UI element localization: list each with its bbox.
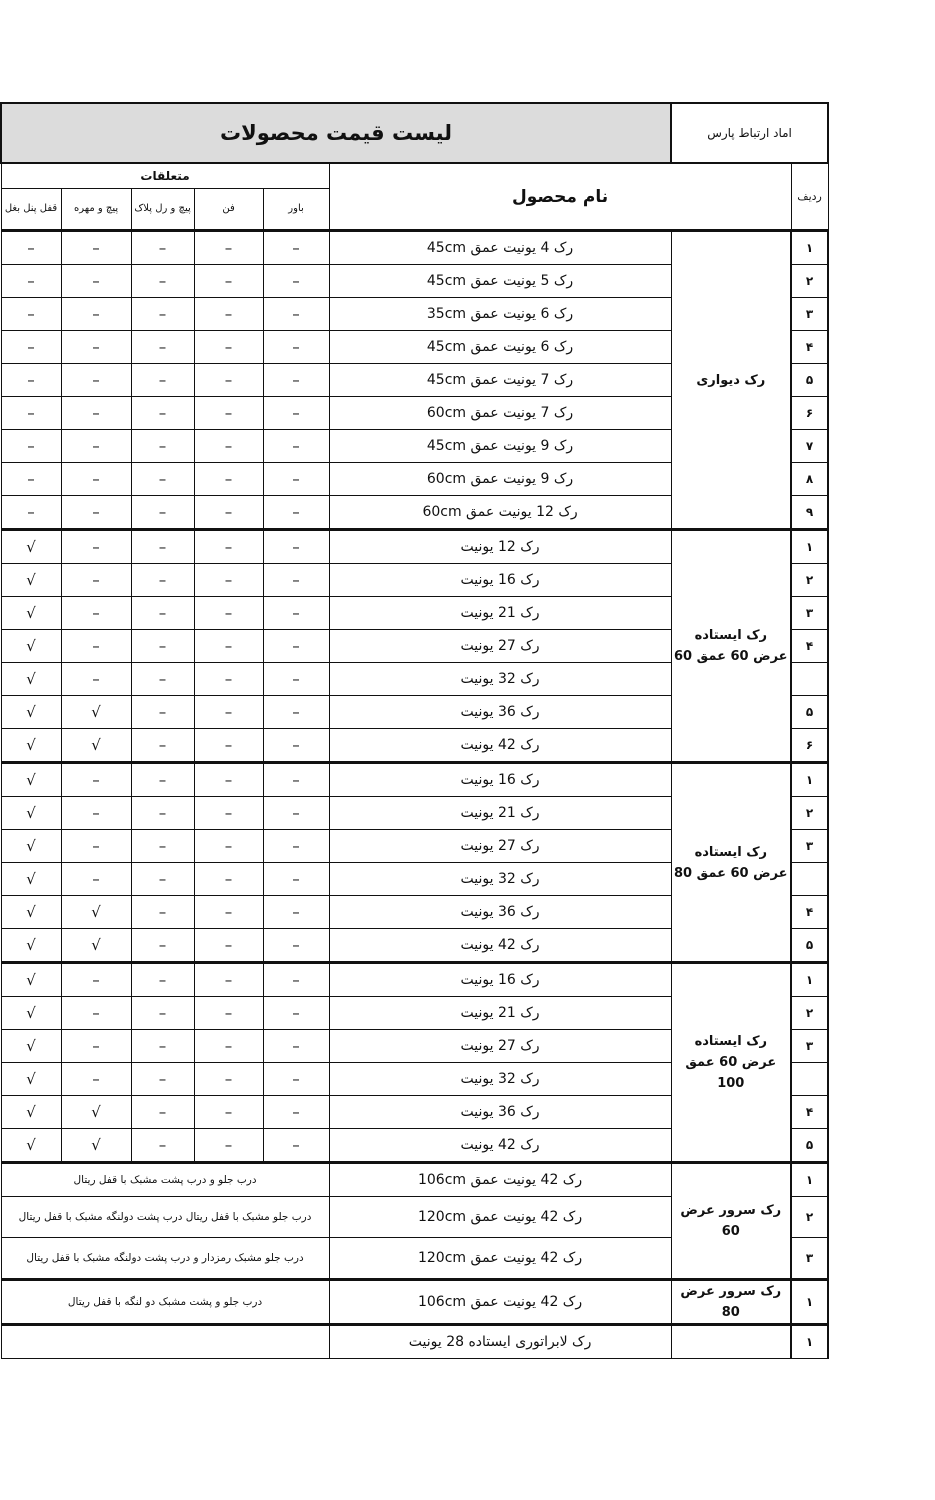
category-label bbox=[671, 763, 791, 963]
fan-dash-icon: – bbox=[194, 364, 263, 397]
product-name: رک 7 یونیت عمق 45cm bbox=[329, 364, 671, 397]
fan-dash-icon: – bbox=[194, 530, 263, 564]
price-table bbox=[0, 102, 829, 1359]
side-panel-lock-check-icon: √ bbox=[1, 1030, 61, 1063]
rail-screw-dash-icon: – bbox=[131, 830, 194, 863]
rail-screw-dash-icon: – bbox=[131, 696, 194, 729]
product-name: رک 6 یونیت عمق 35cm bbox=[329, 298, 671, 331]
product-name: رک 42 یونیت bbox=[329, 729, 671, 763]
fan-dash-icon: – bbox=[194, 729, 263, 763]
category-label-line: رک ایستاده bbox=[694, 628, 767, 643]
power-dash-icon: – bbox=[263, 797, 329, 830]
door-description bbox=[1, 1325, 329, 1359]
side-panel-lock-dash-icon: – bbox=[1, 298, 61, 331]
category-label-line: عرض 60 عمق 60 bbox=[674, 649, 788, 664]
fan-dash-icon: – bbox=[194, 463, 263, 496]
nut-bolt-dash-icon: – bbox=[61, 1030, 131, 1063]
category-label: رک سرور عرض 60 bbox=[671, 1163, 791, 1280]
side-panel-lock-check-icon: √ bbox=[1, 663, 61, 696]
rail-screw-dash-icon: – bbox=[131, 463, 194, 496]
nut-bolt-dash-icon: – bbox=[61, 463, 131, 496]
column-header-product-name: نام محصول bbox=[329, 163, 791, 231]
column-header-radif: ردیف bbox=[791, 163, 828, 231]
table-row bbox=[1, 231, 828, 265]
rail-screw-dash-icon: – bbox=[131, 729, 194, 763]
row-number: ۲ bbox=[791, 265, 828, 298]
power-dash-icon: – bbox=[263, 231, 329, 265]
product-name: رک 21 یونیت bbox=[329, 797, 671, 830]
product-name: رک 12 یونیت bbox=[329, 530, 671, 564]
row-number: ۳ bbox=[791, 298, 828, 331]
side-panel-lock-dash-icon: – bbox=[1, 496, 61, 530]
power-dash-icon: – bbox=[263, 331, 329, 364]
power-dash-icon: – bbox=[263, 663, 329, 696]
row-number: ۱ bbox=[791, 763, 828, 797]
fan-dash-icon: – bbox=[194, 830, 263, 863]
column-header-accessories: متعلقات bbox=[1, 163, 329, 189]
door-description: درب جلو و درب پشت مشبک با قفل ریتال bbox=[1, 1163, 329, 1197]
column-header-nut-bolt: پیچ و مهره bbox=[61, 189, 131, 231]
column-header-rail-screw: پیچ و رل پلاک bbox=[131, 189, 194, 231]
product-name: رک 42 یونیت bbox=[329, 1129, 671, 1163]
nut-bolt-dash-icon: – bbox=[61, 430, 131, 463]
side-panel-lock-check-icon: √ bbox=[1, 997, 61, 1030]
row-number: ۱ bbox=[791, 231, 828, 265]
side-panel-lock-check-icon: √ bbox=[1, 1063, 61, 1096]
fan-dash-icon: – bbox=[194, 929, 263, 963]
product-name: رک 27 یونیت bbox=[329, 1030, 671, 1063]
fan-dash-icon: – bbox=[194, 696, 263, 729]
row-number: ۷ bbox=[791, 430, 828, 463]
power-dash-icon: – bbox=[263, 265, 329, 298]
power-dash-icon: – bbox=[263, 496, 329, 530]
product-name: رک 36 یونیت bbox=[329, 696, 671, 729]
rail-screw-dash-icon: – bbox=[131, 630, 194, 663]
fan-dash-icon: – bbox=[194, 630, 263, 663]
nut-bolt-check-icon: √ bbox=[61, 1129, 131, 1163]
nut-bolt-dash-icon: – bbox=[61, 564, 131, 597]
row-number: ۲ bbox=[791, 797, 828, 830]
rail-screw-dash-icon: – bbox=[131, 397, 194, 430]
side-panel-lock-check-icon: √ bbox=[1, 896, 61, 929]
side-panel-lock-check-icon: √ bbox=[1, 530, 61, 564]
nut-bolt-dash-icon: – bbox=[61, 231, 131, 265]
power-dash-icon: – bbox=[263, 863, 329, 896]
rail-screw-dash-icon: – bbox=[131, 963, 194, 997]
category-label bbox=[671, 530, 791, 763]
category-label-line: رک ایستاده bbox=[694, 1034, 767, 1049]
product-name: رک 27 یونیت bbox=[329, 630, 671, 663]
row-number: ۴ bbox=[791, 331, 828, 364]
product-name: رک 9 یونیت عمق 60cm bbox=[329, 463, 671, 496]
side-panel-lock-check-icon: √ bbox=[1, 963, 61, 997]
rail-screw-dash-icon: – bbox=[131, 896, 194, 929]
rail-screw-dash-icon: – bbox=[131, 530, 194, 564]
product-name: رک 36 یونیت bbox=[329, 896, 671, 929]
fan-dash-icon: – bbox=[194, 963, 263, 997]
fan-dash-icon: – bbox=[194, 430, 263, 463]
column-header-side-panel-lock: قفل پنل بغل bbox=[1, 189, 61, 231]
fan-dash-icon: – bbox=[194, 1030, 263, 1063]
nut-bolt-dash-icon: – bbox=[61, 830, 131, 863]
table-row bbox=[1, 763, 828, 797]
category-label bbox=[671, 963, 791, 1163]
product-name: رک 5 یونیت عمق 45cm bbox=[329, 265, 671, 298]
product-name: رک 16 یونیت bbox=[329, 963, 671, 997]
row-number: ۱ bbox=[791, 1163, 828, 1197]
power-dash-icon: – bbox=[263, 1129, 329, 1163]
power-dash-icon: – bbox=[263, 364, 329, 397]
fan-dash-icon: – bbox=[194, 896, 263, 929]
power-dash-icon: – bbox=[263, 729, 329, 763]
fan-dash-icon: – bbox=[194, 1129, 263, 1163]
product-name: رک 36 یونیت bbox=[329, 1096, 671, 1129]
rail-screw-dash-icon: – bbox=[131, 430, 194, 463]
side-panel-lock-check-icon: √ bbox=[1, 763, 61, 797]
column-header-power: باور bbox=[263, 189, 329, 231]
power-dash-icon: – bbox=[263, 997, 329, 1030]
category-label-line: عرض 60 عمق 100 bbox=[685, 1055, 777, 1091]
rail-screw-dash-icon: – bbox=[131, 663, 194, 696]
row-number: ۱ bbox=[791, 530, 828, 564]
row-number: ۹ bbox=[791, 496, 828, 530]
nut-bolt-check-icon: √ bbox=[61, 896, 131, 929]
row-number: ۸ bbox=[791, 463, 828, 496]
product-name: رک 42 یونیت عمق 106cm bbox=[329, 1280, 671, 1325]
side-panel-lock-check-icon: √ bbox=[1, 696, 61, 729]
fan-dash-icon: – bbox=[194, 231, 263, 265]
rail-screw-dash-icon: – bbox=[131, 231, 194, 265]
product-name: رک 16 یونیت bbox=[329, 763, 671, 797]
row-number bbox=[791, 663, 828, 696]
nut-bolt-dash-icon: – bbox=[61, 265, 131, 298]
nut-bolt-dash-icon: – bbox=[61, 331, 131, 364]
row-number: ۲ bbox=[791, 564, 828, 597]
table-row bbox=[1, 530, 828, 564]
fan-dash-icon: – bbox=[194, 663, 263, 696]
category-label-line: رک ایستاده bbox=[694, 844, 767, 860]
power-dash-icon: – bbox=[263, 1030, 329, 1063]
rail-screw-dash-icon: – bbox=[131, 863, 194, 896]
product-name: رک 12 یونیت عمق 60cm bbox=[329, 496, 671, 530]
category-label-line: رک دیواری bbox=[696, 372, 766, 388]
fan-dash-icon: – bbox=[194, 265, 263, 298]
table-row bbox=[1, 1163, 828, 1197]
row-number: ۳ bbox=[791, 597, 828, 630]
row-number: ۴ bbox=[791, 630, 828, 663]
product-name: رک 32 یونیت bbox=[329, 663, 671, 696]
product-name: رک 9 یونیت عمق 45cm bbox=[329, 430, 671, 463]
side-panel-lock-dash-icon: – bbox=[1, 331, 61, 364]
nut-bolt-dash-icon: – bbox=[61, 530, 131, 564]
product-name: رک لابراتوری ایستاده 28 یونیت bbox=[329, 1325, 671, 1359]
nut-bolt-dash-icon: – bbox=[61, 663, 131, 696]
nut-bolt-dash-icon: – bbox=[61, 1063, 131, 1096]
door-description: درب جلو و پشت مشبک دو لنگه با قفل ریتال bbox=[1, 1280, 329, 1325]
product-name: رک 42 یونیت عمق 120cm bbox=[329, 1238, 671, 1280]
row-number: ۵ bbox=[791, 1129, 828, 1163]
door-description: درب جلو مشبک رمزدار و درب پشت دولنگه مشبک با قفل ریتال bbox=[1, 1238, 329, 1280]
row-number: ۱ bbox=[791, 1325, 828, 1359]
power-dash-icon: – bbox=[263, 463, 329, 496]
nut-bolt-check-icon: √ bbox=[61, 929, 131, 963]
product-name: رک 21 یونیت bbox=[329, 997, 671, 1030]
rail-screw-dash-icon: – bbox=[131, 364, 194, 397]
row-number: ۳ bbox=[791, 1030, 828, 1063]
rail-screw-dash-icon: – bbox=[131, 1096, 194, 1129]
nut-bolt-dash-icon: – bbox=[61, 496, 131, 530]
fan-dash-icon: – bbox=[194, 564, 263, 597]
power-dash-icon: – bbox=[263, 929, 329, 963]
nut-bolt-dash-icon: – bbox=[61, 397, 131, 430]
rail-screw-dash-icon: – bbox=[131, 331, 194, 364]
rail-screw-dash-icon: – bbox=[131, 997, 194, 1030]
side-panel-lock-dash-icon: – bbox=[1, 265, 61, 298]
side-panel-lock-dash-icon: – bbox=[1, 364, 61, 397]
nut-bolt-dash-icon: – bbox=[61, 597, 131, 630]
nut-bolt-dash-icon: – bbox=[61, 963, 131, 997]
side-panel-lock-check-icon: √ bbox=[1, 630, 61, 663]
power-dash-icon: – bbox=[263, 830, 329, 863]
side-panel-lock-check-icon: √ bbox=[1, 729, 61, 763]
side-panel-lock-check-icon: √ bbox=[1, 797, 61, 830]
table-row bbox=[1, 963, 828, 997]
rail-screw-dash-icon: – bbox=[131, 597, 194, 630]
power-dash-icon: – bbox=[263, 298, 329, 331]
row-number: ۶ bbox=[791, 397, 828, 430]
side-panel-lock-check-icon: √ bbox=[1, 929, 61, 963]
product-name: رک 4 یونیت عمق 45cm bbox=[329, 231, 671, 265]
power-dash-icon: – bbox=[263, 564, 329, 597]
product-name: رک 7 یونیت عمق 60cm bbox=[329, 397, 671, 430]
power-dash-icon: – bbox=[263, 597, 329, 630]
row-number: ۱ bbox=[791, 963, 828, 997]
rail-screw-dash-icon: – bbox=[131, 564, 194, 597]
row-number: ۵ bbox=[791, 364, 828, 397]
rail-screw-dash-icon: – bbox=[131, 929, 194, 963]
fan-dash-icon: – bbox=[194, 797, 263, 830]
product-name: رک 16 یونیت bbox=[329, 564, 671, 597]
side-panel-lock-check-icon: √ bbox=[1, 1096, 61, 1129]
rail-screw-dash-icon: – bbox=[131, 797, 194, 830]
side-panel-lock-dash-icon: – bbox=[1, 231, 61, 265]
product-name: رک 42 یونیت عمق 120cm bbox=[329, 1197, 671, 1238]
price-list-sheet bbox=[0, 102, 827, 1359]
row-number: ۴ bbox=[791, 1096, 828, 1129]
row-number: ۳ bbox=[791, 830, 828, 863]
row-number: ۳ bbox=[791, 1238, 828, 1280]
power-dash-icon: – bbox=[263, 430, 329, 463]
row-number: ۱ bbox=[791, 1280, 828, 1325]
side-panel-lock-check-icon: √ bbox=[1, 564, 61, 597]
category-label bbox=[671, 231, 791, 530]
fan-dash-icon: – bbox=[194, 863, 263, 896]
row-number: ۴ bbox=[791, 896, 828, 929]
product-name: رک 42 یونیت عمق 106cm bbox=[329, 1163, 671, 1197]
rail-screw-dash-icon: – bbox=[131, 1030, 194, 1063]
nut-bolt-dash-icon: – bbox=[61, 797, 131, 830]
product-name: رک 21 یونیت bbox=[329, 597, 671, 630]
row-number: ۲ bbox=[791, 997, 828, 1030]
page-title: لیست قیمت محصولات bbox=[1, 103, 671, 163]
power-dash-icon: – bbox=[263, 630, 329, 663]
side-panel-lock-dash-icon: – bbox=[1, 463, 61, 496]
fan-dash-icon: – bbox=[194, 1096, 263, 1129]
category-label-line: عرض 60 عمق 80 bbox=[674, 865, 788, 881]
side-panel-lock-dash-icon: – bbox=[1, 430, 61, 463]
rail-screw-dash-icon: – bbox=[131, 1129, 194, 1163]
nut-bolt-check-icon: √ bbox=[61, 729, 131, 763]
side-panel-lock-check-icon: √ bbox=[1, 1129, 61, 1163]
fan-dash-icon: – bbox=[194, 496, 263, 530]
fan-dash-icon: – bbox=[194, 397, 263, 430]
rail-screw-dash-icon: – bbox=[131, 298, 194, 331]
rail-screw-dash-icon: – bbox=[131, 763, 194, 797]
rail-screw-dash-icon: – bbox=[131, 1063, 194, 1096]
fan-dash-icon: – bbox=[194, 763, 263, 797]
side-panel-lock-check-icon: √ bbox=[1, 597, 61, 630]
table-row bbox=[1, 1325, 828, 1359]
category-label bbox=[671, 1325, 791, 1359]
row-number: ۵ bbox=[791, 929, 828, 963]
row-number bbox=[791, 1063, 828, 1096]
power-dash-icon: – bbox=[263, 1096, 329, 1129]
rail-screw-dash-icon: – bbox=[131, 496, 194, 530]
power-dash-icon: – bbox=[263, 397, 329, 430]
nut-bolt-dash-icon: – bbox=[61, 763, 131, 797]
power-dash-icon: – bbox=[263, 1063, 329, 1096]
product-name: رک 42 یونیت bbox=[329, 929, 671, 963]
door-description: درب جلو مشبک با قفل ریتال درب پشت دولنگه مشبک با قفل ریتال bbox=[1, 1197, 329, 1238]
nut-bolt-check-icon: √ bbox=[61, 1096, 131, 1129]
fan-dash-icon: – bbox=[194, 1063, 263, 1096]
product-name: رک 27 یونیت bbox=[329, 830, 671, 863]
nut-bolt-dash-icon: – bbox=[61, 364, 131, 397]
power-dash-icon: – bbox=[263, 963, 329, 997]
nut-bolt-dash-icon: – bbox=[61, 298, 131, 331]
row-number bbox=[791, 863, 828, 896]
company-name: اماد ارتباط پارس bbox=[671, 103, 828, 163]
product-name: رک 32 یونیت bbox=[329, 863, 671, 896]
row-number: ۵ bbox=[791, 696, 828, 729]
power-dash-icon: – bbox=[263, 896, 329, 929]
row-number: ۲ bbox=[791, 1197, 828, 1238]
row-number: ۶ bbox=[791, 729, 828, 763]
fan-dash-icon: – bbox=[194, 298, 263, 331]
column-header-fan: فن bbox=[194, 189, 263, 231]
rail-screw-dash-icon: – bbox=[131, 265, 194, 298]
nut-bolt-dash-icon: – bbox=[61, 863, 131, 896]
fan-dash-icon: – bbox=[194, 997, 263, 1030]
power-dash-icon: – bbox=[263, 696, 329, 729]
product-name: رک 6 یونیت عمق 45cm bbox=[329, 331, 671, 364]
side-panel-lock-check-icon: √ bbox=[1, 830, 61, 863]
fan-dash-icon: – bbox=[194, 331, 263, 364]
power-dash-icon: – bbox=[263, 763, 329, 797]
side-panel-lock-dash-icon: – bbox=[1, 397, 61, 430]
power-dash-icon: – bbox=[263, 530, 329, 564]
nut-bolt-dash-icon: – bbox=[61, 997, 131, 1030]
nut-bolt-dash-icon: – bbox=[61, 630, 131, 663]
nut-bolt-check-icon: √ bbox=[61, 696, 131, 729]
fan-dash-icon: – bbox=[194, 597, 263, 630]
category-label: رک سرور عرض 80 bbox=[671, 1280, 791, 1325]
product-name: رک 32 یونیت bbox=[329, 1063, 671, 1096]
table-row bbox=[1, 1280, 828, 1325]
side-panel-lock-check-icon: √ bbox=[1, 863, 61, 896]
